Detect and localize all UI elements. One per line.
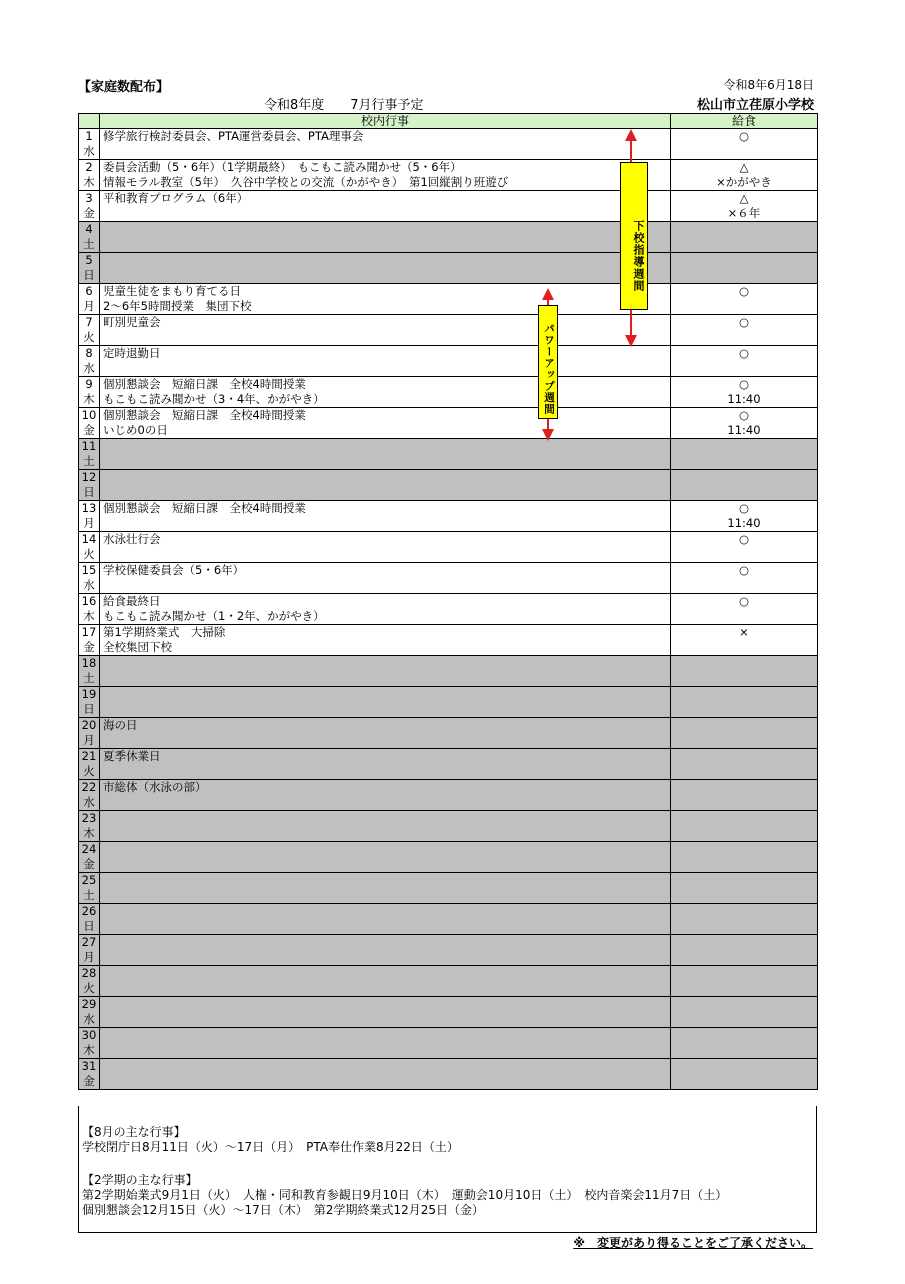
events-cell	[100, 1059, 671, 1090]
arrow-down-icon	[542, 429, 554, 441]
lunch-cell	[671, 718, 818, 749]
event-line: 全校集団下校	[103, 640, 172, 654]
table-row	[79, 1059, 818, 1090]
day-number: 4	[85, 222, 93, 236]
day-cell	[79, 563, 100, 594]
weekday: 水	[83, 578, 95, 592]
events-cell	[100, 656, 671, 687]
event-line: 市総体（水泳の部）	[103, 780, 207, 794]
event-line: 給食最終日	[103, 594, 161, 608]
weekday: 日	[83, 919, 95, 933]
table-row	[79, 532, 818, 563]
weekday: 土	[83, 888, 95, 902]
day-number: 31	[81, 1059, 97, 1073]
weekday: 水	[83, 1012, 95, 1026]
weekday: 金	[83, 423, 95, 437]
table-row	[79, 191, 818, 222]
day-number: 11	[81, 439, 97, 453]
table-row	[79, 439, 818, 470]
day-cell	[79, 842, 100, 873]
day-cell	[79, 408, 100, 439]
day-number: 16	[81, 594, 97, 608]
day-cell	[79, 656, 100, 687]
event-line: 学校保健委員会（5・6年）	[103, 563, 245, 577]
events-cell	[100, 408, 671, 439]
weekday: 木	[83, 392, 95, 406]
lunch-cell	[671, 501, 818, 532]
day-cell	[79, 780, 100, 811]
events-cell	[100, 625, 671, 656]
table-row	[79, 315, 818, 346]
weekday: 金	[83, 206, 95, 220]
events-cell	[100, 811, 671, 842]
table-row	[79, 253, 818, 284]
weekday: 木	[83, 1043, 95, 1057]
lunch-mark: ○	[738, 501, 750, 515]
day-cell	[79, 532, 100, 563]
table-row	[79, 284, 818, 315]
events-cell	[100, 718, 671, 749]
day-cell	[79, 1059, 100, 1090]
day-number: 19	[81, 687, 97, 701]
day-number: 24	[81, 842, 97, 856]
table-row	[79, 966, 818, 997]
weekday: 土	[83, 237, 95, 251]
events-cell	[100, 532, 671, 563]
lunch-cell	[671, 842, 818, 873]
lunch-cell	[671, 749, 818, 780]
day-cell	[79, 1028, 100, 1059]
lunch-cell	[671, 439, 818, 470]
weekday: 水	[83, 795, 95, 809]
day-cell	[79, 253, 100, 284]
lunch-cell	[671, 408, 818, 439]
term2-events-line1: 第2学期始業式9月1日（火） 人権・同和教育参観日9月10日（木） 運動会10月10日（土） 校内音楽会11月7日（土）	[82, 1188, 728, 1202]
day-number: 9	[85, 377, 93, 391]
table-row	[79, 377, 818, 408]
events-cell	[100, 1028, 671, 1059]
weekday: 火	[83, 547, 95, 561]
term2-heading: 【2学期の主な行事】	[82, 1173, 198, 1187]
header-day-cell	[79, 114, 100, 129]
table-row	[79, 470, 818, 501]
lunch-mark: 11:40	[727, 423, 761, 437]
day-number: 14	[81, 532, 97, 546]
lunch-cell	[671, 873, 818, 904]
distribution-label: 【家庭数配布】	[78, 80, 170, 95]
table-row	[79, 1028, 818, 1059]
day-number: 8	[85, 346, 93, 360]
day-cell	[79, 346, 100, 377]
day-cell	[79, 873, 100, 904]
day-cell	[79, 594, 100, 625]
day-number: 22	[81, 780, 97, 794]
lunch-cell	[671, 594, 818, 625]
lunch-cell	[671, 904, 818, 935]
day-cell	[79, 718, 100, 749]
table-row	[79, 408, 818, 439]
events-cell	[100, 253, 671, 284]
issue-date: 令和8年6月18日	[723, 78, 814, 92]
day-cell	[79, 687, 100, 718]
lunch-mark: ○	[738, 408, 750, 422]
day-cell	[79, 966, 100, 997]
weekday: 月	[83, 516, 95, 530]
event-line: 町別児童会	[103, 315, 161, 329]
events-cell	[100, 160, 671, 191]
table-row	[79, 222, 818, 253]
events-cell	[100, 594, 671, 625]
weekday: 金	[83, 1074, 95, 1088]
weekday: 木	[83, 175, 95, 189]
lunch-cell	[671, 346, 818, 377]
table-row	[79, 656, 818, 687]
lunch-mark: ○	[738, 377, 750, 391]
day-cell	[79, 625, 100, 656]
lunch-mark: 11:40	[727, 516, 761, 530]
lunch-cell	[671, 811, 818, 842]
day-number: 27	[81, 935, 97, 949]
lunch-cell	[671, 1028, 818, 1059]
weekday: 金	[83, 640, 95, 654]
lunch-mark: ×６年	[727, 206, 761, 220]
event-line: 個別懇談会 短縮日課 全校4時間授業	[103, 501, 306, 515]
table-row	[79, 780, 818, 811]
weekday: 日	[83, 702, 95, 716]
day-number: 28	[81, 966, 97, 980]
event-line: 個別懇談会 短縮日課 全校4時間授業	[103, 408, 306, 422]
lunch-mark: ○	[738, 284, 750, 298]
day-number: 18	[81, 656, 97, 670]
lunch-mark: 11:40	[727, 392, 761, 406]
august-events: 学校閉庁日8月11日（火）～17日（月） PTA奉仕作業8月22日（土）	[82, 1140, 459, 1154]
weekday: 日	[83, 268, 95, 282]
schedule-table	[78, 113, 818, 1090]
event-line: もこもこ読み聞かせ（3・4年、かがやき）	[103, 392, 325, 406]
lunch-mark: △	[739, 160, 749, 174]
lunch-cell	[671, 470, 818, 501]
table-row	[79, 160, 818, 191]
weekday: 火	[83, 330, 95, 344]
weekday: 木	[83, 609, 95, 623]
change-notice: ※ 変更があり得ることをご了承ください。	[573, 1236, 813, 1250]
events-cell	[100, 377, 671, 408]
lunch-cell	[671, 222, 818, 253]
day-number: 17	[81, 625, 97, 639]
event-line: 個別懇談会 短縮日課 全校4時間授業	[103, 377, 306, 391]
weekday: 土	[83, 671, 95, 685]
weekday: 火	[83, 764, 95, 778]
event-line: 情報モラル教室（5年） 久谷中学校との交流（かがやき） 第1回縦割り班遊び	[103, 175, 509, 189]
day-number: 1	[85, 129, 93, 143]
day-cell	[79, 439, 100, 470]
lunch-mark: ○	[738, 532, 750, 546]
lunch-cell	[671, 656, 818, 687]
events-cell	[100, 222, 671, 253]
day-cell	[79, 811, 100, 842]
lunch-cell	[671, 253, 818, 284]
day-number: 7	[85, 315, 93, 329]
events-cell	[100, 780, 671, 811]
lunch-mark: ○	[738, 315, 750, 329]
event-line: もこもこ読み聞かせ（1・2年、かがやき）	[103, 609, 325, 623]
event-line: 修学旅行検討委員会、PTA運営委員会、PTA理事会	[103, 129, 364, 143]
events-cell	[100, 315, 671, 346]
weekday: 水	[83, 144, 95, 158]
day-cell	[79, 904, 100, 935]
lunch-cell	[671, 1059, 818, 1090]
day-cell	[79, 749, 100, 780]
table-row	[79, 997, 818, 1028]
table-row	[79, 873, 818, 904]
lunch-mark: ○	[738, 563, 750, 577]
events-cell	[100, 129, 671, 160]
weekday: 月	[83, 299, 95, 313]
table-row	[79, 904, 818, 935]
events-cell	[100, 997, 671, 1028]
events-cell	[100, 873, 671, 904]
header-lunch: 給食	[671, 114, 818, 129]
table-row	[79, 687, 818, 718]
events-cell	[100, 439, 671, 470]
events-cell	[100, 470, 671, 501]
lunch-cell	[671, 377, 818, 408]
event-line: 海の日	[103, 718, 138, 732]
table-row	[79, 718, 818, 749]
events-cell	[100, 842, 671, 873]
day-number: 2	[85, 160, 93, 174]
day-number: 30	[81, 1028, 97, 1042]
day-number: 20	[81, 718, 97, 732]
day-cell	[79, 284, 100, 315]
school-name: 松山市立荏原小学校	[696, 98, 814, 113]
lunch-mark: △	[739, 191, 749, 205]
day-cell	[79, 160, 100, 191]
day-cell	[79, 222, 100, 253]
day-number: 26	[81, 904, 97, 918]
lunch-cell	[671, 315, 818, 346]
lunch-cell	[671, 966, 818, 997]
day-cell	[79, 129, 100, 160]
weekday: 火	[83, 981, 95, 995]
event-line: 2～6年5時間授業 集団下校	[103, 299, 252, 313]
table-row	[79, 501, 818, 532]
lunch-cell	[671, 997, 818, 1028]
table-row	[79, 749, 818, 780]
day-cell	[79, 501, 100, 532]
lunch-cell	[671, 780, 818, 811]
lunch-mark: ×かがやき	[716, 175, 772, 189]
weekday: 月	[83, 950, 95, 964]
day-number: 25	[81, 873, 97, 887]
lunch-mark: ○	[738, 346, 750, 360]
gekou-week-box: 下校指導週間	[620, 162, 648, 310]
events-cell	[100, 904, 671, 935]
table-header-row	[79, 114, 818, 129]
events-cell	[100, 346, 671, 377]
weekday: 土	[83, 454, 95, 468]
table-row	[79, 935, 818, 966]
table-row	[79, 842, 818, 873]
day-number: 15	[81, 563, 97, 577]
events-cell	[100, 966, 671, 997]
day-cell	[79, 470, 100, 501]
weekday: 月	[83, 733, 95, 747]
page-title: 令和8年度 7月行事予定	[264, 98, 424, 113]
table-row	[79, 594, 818, 625]
day-cell	[79, 191, 100, 222]
weekday: 日	[83, 485, 95, 499]
lunch-mark: ×	[739, 625, 749, 639]
arrow-down-icon	[625, 335, 637, 347]
event-line: 水泳壮行会	[103, 532, 161, 546]
day-cell	[79, 377, 100, 408]
day-number: 12	[81, 470, 97, 484]
weekday: 木	[83, 826, 95, 840]
events-cell	[100, 501, 671, 532]
lunch-cell	[671, 625, 818, 656]
table-row	[79, 625, 818, 656]
lunch-cell	[671, 532, 818, 563]
powerup-week-box: パワーアップ週間	[538, 305, 558, 419]
table-row	[79, 811, 818, 842]
event-line: 第1学期終業式 大掃除	[103, 625, 226, 639]
events-cell	[100, 687, 671, 718]
events-cell	[100, 749, 671, 780]
lunch-cell	[671, 160, 818, 191]
events-cell	[100, 191, 671, 222]
lunch-mark: ○	[738, 594, 750, 608]
lunch-cell	[671, 563, 818, 594]
day-number: 6	[85, 284, 93, 298]
lunch-cell	[671, 687, 818, 718]
term2-events-line2: 個別懇談会12月15日（火）～17日（木） 第2学期終業式12月25日（金）	[82, 1203, 484, 1217]
table-row	[79, 129, 818, 160]
event-line: 平和教育プログラム（6年）	[103, 191, 249, 205]
day-number: 5	[85, 253, 93, 267]
event-line: 夏季休業日	[103, 749, 161, 763]
day-number: 13	[81, 501, 97, 515]
day-cell	[79, 315, 100, 346]
day-number: 29	[81, 997, 97, 1011]
day-number: 3	[85, 191, 93, 205]
table-row	[79, 346, 818, 377]
day-number: 21	[81, 749, 97, 763]
events-cell	[100, 563, 671, 594]
header-events: 校内行事	[100, 114, 671, 129]
lunch-cell	[671, 935, 818, 966]
events-cell	[100, 284, 671, 315]
event-line: 定時退勤日	[103, 346, 161, 360]
lunch-mark: ○	[738, 129, 750, 143]
event-line: 委員会活動（5・6年）（1学期最終） もこもこ読み聞かせ（5・6年）	[103, 160, 462, 174]
august-heading: 【8月の主な行事】	[82, 1125, 186, 1139]
table-row	[79, 563, 818, 594]
lunch-cell	[671, 191, 818, 222]
weekday: 金	[83, 857, 95, 871]
lunch-cell	[671, 129, 818, 160]
lunch-cell	[671, 284, 818, 315]
footer-box	[78, 1106, 817, 1233]
day-number: 23	[81, 811, 97, 825]
day-number: 10	[81, 408, 97, 422]
events-cell	[100, 935, 671, 966]
day-cell	[79, 997, 100, 1028]
weekday: 水	[83, 361, 95, 375]
day-cell	[79, 935, 100, 966]
event-line: 児童生徒をまもり育てる日	[103, 284, 241, 298]
event-line: いじめ0の日	[103, 423, 168, 437]
